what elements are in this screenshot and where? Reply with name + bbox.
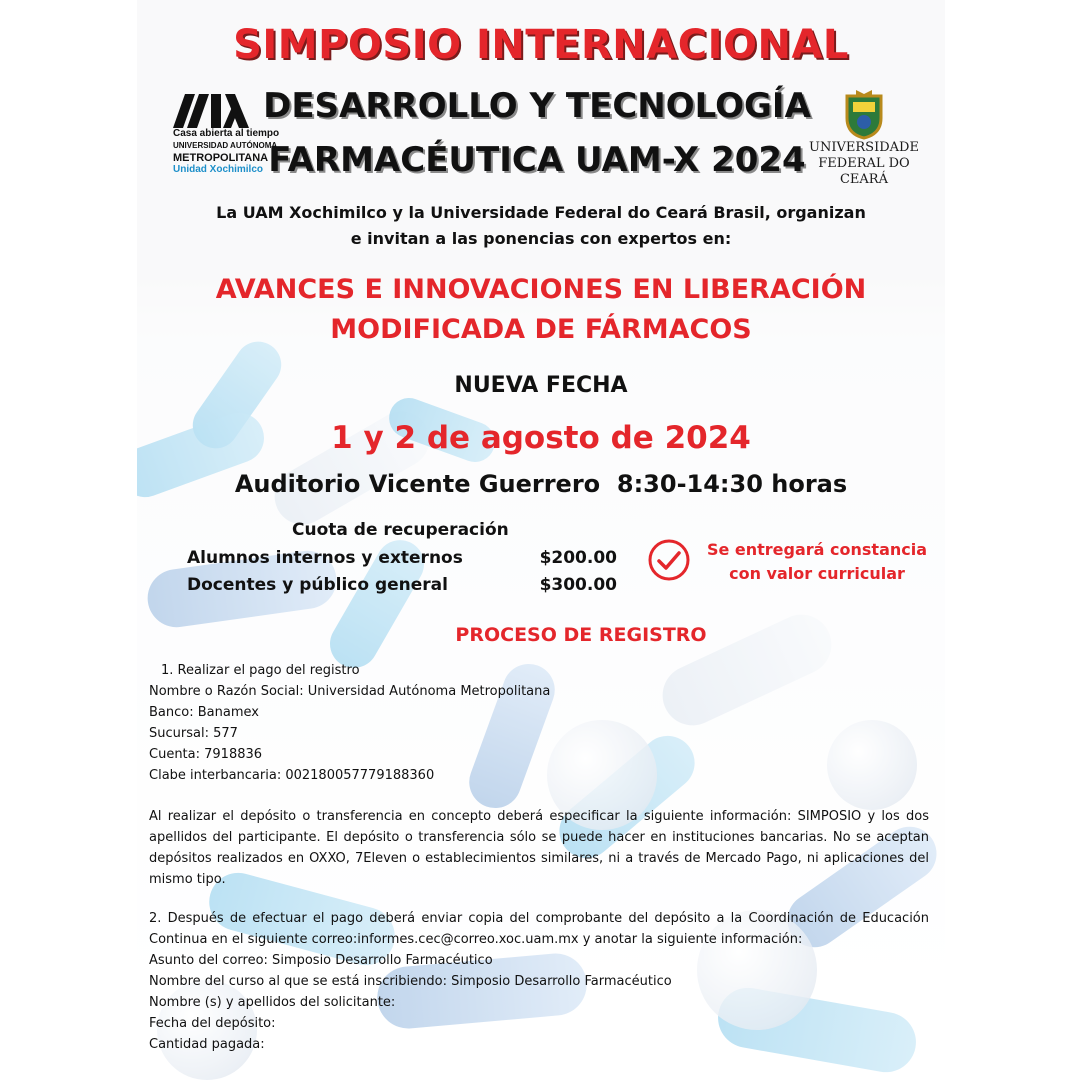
check-circle-icon <box>647 538 691 582</box>
certificate-line1: Se entregará constancia <box>706 540 928 559</box>
title-farmaceutica: FARMACÉUTICA UAM-X 2024 <box>268 140 806 180</box>
uam-logo-line1: Casa abierta al tiempo <box>173 128 280 139</box>
intro-line1: La UAM Xochimilco y la Universidade Federal do Ceará Brasil, organizan <box>216 203 866 222</box>
bank-line: Cuenta: 7918836 <box>149 747 263 762</box>
step2-line: Cantidad pagada: <box>149 1037 265 1052</box>
nueva-fecha-label: NUEVA FECHA <box>454 373 628 398</box>
uam-logo-line4: Unidad Xochimilco <box>173 164 264 175</box>
bank-line: Banco: Banamex <box>149 705 259 720</box>
step1-title: 1. Realizar el pago del registro <box>161 663 360 678</box>
registration-step2 <box>149 908 929 1055</box>
deposit-note <box>149 806 929 890</box>
ufc-seal-icon <box>839 88 889 140</box>
theme-line1: AVANCES E INNOVACIONES EN LIBERACIÓN <box>215 274 867 305</box>
certificate-note <box>647 538 937 598</box>
step2-line: Nombre del curso al que se está inscribiendo: Simposio Desarrollo Farmacéutico <box>149 974 672 989</box>
fee-label: Alumnos internos y externos <box>187 548 463 568</box>
bank-line: Nombre o Razón Social: Universidad Autónoma Metropolitana <box>149 684 551 699</box>
theme-title <box>137 270 945 350</box>
bank-line: Clabe interbancaria: 002180057779188360 <box>149 768 435 783</box>
fee-amount: $300.00 <box>539 575 617 595</box>
deposit-note-text: Al realizar el depósito o transferencia en concepto deberá especificar la siguiente información: SIMPOSIO y los dos apellidos del participante. El depósito o transferencia sólo se puede hacer en instituciones bancarias. No se aceptan depósitos realizados en OXXO, 7Eleven o establecimientos similares, ni a través de Mercado Pago, ni aplicaciones del mismo tipo. <box>149 809 929 887</box>
intro-line2: e invitan a las ponencias con expertos en: <box>350 229 732 248</box>
step2-line: Nombre (s) y apellidos del solicitante: <box>149 995 396 1010</box>
event-date: 1 y 2 de agosto de 2024 <box>331 420 751 456</box>
step2-line: Asunto del correo: Simposio Desarrollo Farmacéutico <box>149 953 493 968</box>
fee-amount: $200.00 <box>539 548 617 568</box>
uam-logo-line2: UNIVERSIDAD AUTÓNOMA <box>173 141 278 150</box>
ufc-logo <box>799 88 929 188</box>
fee-label: Docentes y público general <box>187 575 448 595</box>
title-desarrollo: DESARROLLO Y TECNOLOGÍA <box>263 86 811 126</box>
registration-heading: PROCESO DE REGISTRO <box>455 624 707 646</box>
bank-line: Sucursal: 577 <box>149 726 238 741</box>
fee-row <box>187 575 617 602</box>
fee-row <box>187 548 617 575</box>
title-simposio: SIMPOSIO INTERNACIONAL <box>233 22 849 68</box>
step2-line: Fecha del depósito: <box>149 1016 276 1031</box>
uam-logo-line3: METROPOLITANA <box>173 152 269 164</box>
step2-text: 2. Después de efectuar el pago deberá enviar copia del comprobante del depósito a la Coordinación de Educación Continua en el siguiente correo:informes.cec@correo.xoc.uam.mx y anotar la siguiente información: <box>149 911 929 947</box>
fees-table <box>187 520 617 602</box>
poster <box>137 0 945 1080</box>
event-venue: Auditorio Vicente Guerrero 8:30-14:30 horas <box>234 470 848 498</box>
ufc-logo-line1: UNIVERSIDADE <box>809 140 919 155</box>
registration-step1 <box>149 660 929 786</box>
ufc-logo-line2: FEDERAL DO CEARÁ <box>818 156 910 187</box>
certificate-line2: con valor curricular <box>729 564 905 583</box>
fees-heading: Cuota de recuperación <box>292 520 509 540</box>
intro-text <box>137 200 945 252</box>
theme-line2: MODIFICADA DE FÁRMACOS <box>330 314 752 345</box>
